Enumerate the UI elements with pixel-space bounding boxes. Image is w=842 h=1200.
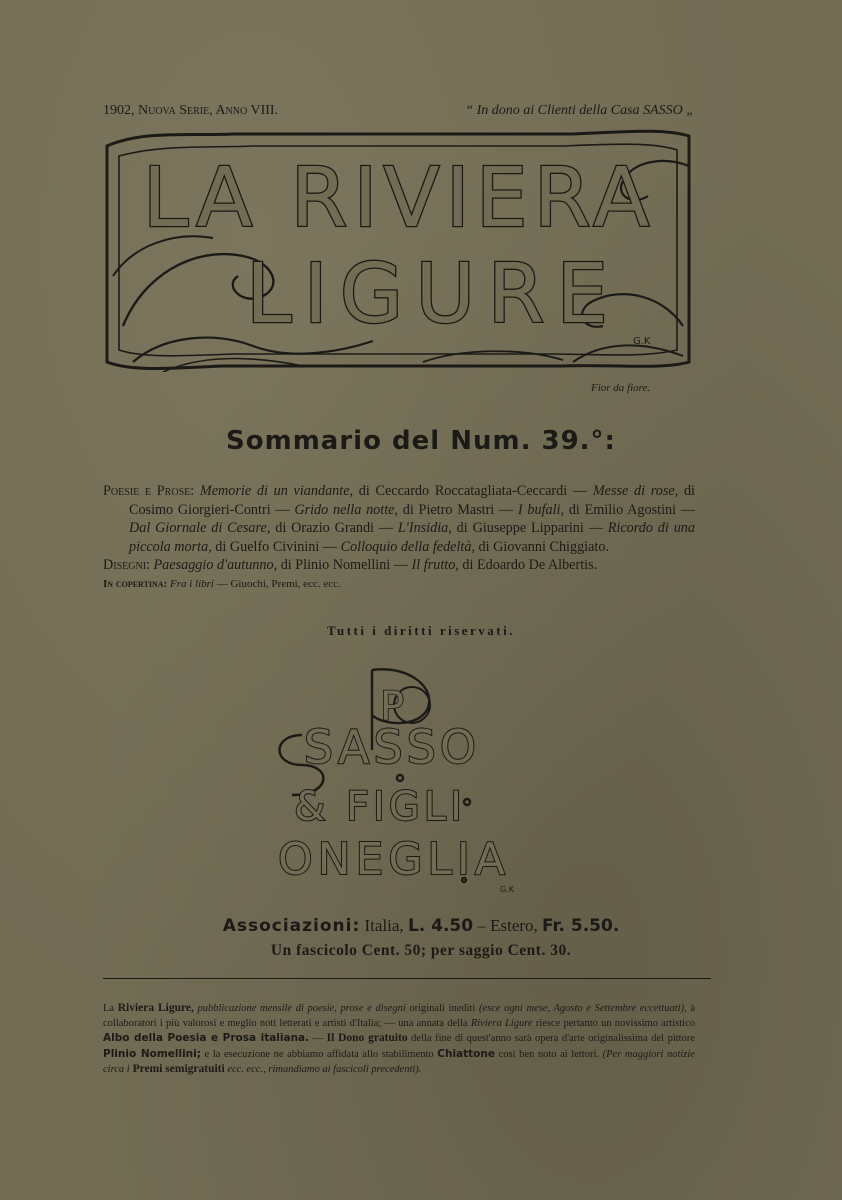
footer-run: Il Dono gratuito — [326, 1032, 408, 1045]
footer-run: Riviera Ligure, — [117, 1002, 194, 1014]
footer-run: e la esecuzione ne abbiamo affidata allo stabilimento — [200, 1048, 438, 1060]
prose-item: , di Emilio Agostini — — [560, 501, 695, 518]
cover-label: In copertina: — [103, 577, 168, 590]
summary-contents — [103, 482, 695, 593]
prose-entry — [103, 482, 695, 556]
prose-item: I bufali — [517, 501, 561, 518]
prose-item: , di Guelfo Civinini — — [208, 538, 341, 555]
footer-text — [103, 1001, 695, 1078]
prose-item: , di Ceccardo Roccatagliata-Ceccardi — — [349, 483, 593, 499]
prose-item: L'Insidia — [397, 520, 449, 536]
footer-run: (Per maggiori notizie circa i — [103, 1048, 695, 1076]
masthead-title-line1: LA RIVIERA — [142, 151, 656, 246]
prose-item: Grido nella notte — [294, 501, 395, 518]
footer-run: — — [309, 1033, 327, 1045]
issue-price: Un fascicolo Cent. 50; per saggio Cent. 30. — [270, 942, 572, 959]
drawings-label: Disegni: — [103, 557, 150, 573]
footer-run: pubblicazione mensile di poesie, prose e disegni — [193, 1003, 406, 1014]
issue-year: 1902, — [103, 103, 138, 118]
prose-item: , di Giuseppe Lipparini — — [448, 520, 608, 536]
footer-run: Premi semigratuiti — [129, 1063, 225, 1076]
italy-price: L. 4.50 — [407, 916, 474, 936]
footer-run: Plinio Nomellini; — [103, 1047, 201, 1060]
masthead-monogram: G.K — [633, 336, 651, 347]
italy-label: Italia, — [360, 916, 408, 935]
drawings-entry — [103, 556, 695, 575]
footer-run: (esce ogni mese, Agosto e Settembre eccettuati), — [479, 1003, 687, 1014]
prose-item: Dal Giornale di Cesare — [129, 520, 267, 536]
drawing-item: Il frutto — [411, 557, 456, 573]
logo-sasso: SASSO — [303, 720, 481, 774]
subscription-prices — [0, 916, 842, 936]
masthead-caption: Fior da fiore. — [591, 382, 651, 394]
sasso-logo — [252, 660, 542, 900]
subscription-label: Associazioni: — [222, 916, 361, 936]
footer-run: riesce pertanto un novissimo artistico — [532, 1017, 695, 1029]
cover-item: — Giuochi, Premi, ecc. ecc. — [213, 577, 341, 590]
footer-notice — [103, 1001, 695, 1078]
footer-run: così ben noto ai lettori. — [494, 1048, 603, 1060]
cover-item: Fra i libri — [169, 577, 214, 590]
header-line — [103, 103, 694, 119]
abroad-label: – Estero, — [473, 916, 543, 935]
divider — [103, 978, 711, 979]
prose-label: Poesie e Prose: — [103, 483, 195, 499]
masthead-title-line2: LIGURE — [245, 247, 621, 342]
issue-series: Nuova Serie, Anno VIII. — [138, 103, 279, 118]
masthead-logo — [103, 126, 695, 372]
prose-item: , di Orazio Grandi — — [266, 520, 398, 536]
cover-entry — [103, 575, 695, 594]
drawing-item: , di Edoardo De Albertis. — [455, 557, 598, 573]
prose-item: Memorie di un viandante — [199, 483, 350, 499]
prose-item: , di Giovanni Chiggiato. — [471, 538, 609, 555]
abroad-price: Fr. 5.50. — [542, 916, 620, 936]
prose-item: Ricordo di una piccola morta — [129, 520, 695, 555]
logo-oneglia: ONEGLIA — [277, 834, 511, 885]
footer-run: originali inediti — [405, 1003, 479, 1014]
footer-run: Riviera Ligure — [470, 1017, 533, 1029]
issue-info — [103, 103, 278, 119]
prose-item: Colloquio della fedeltà — [340, 538, 472, 555]
prose-item: , di Pietro Mastri — — [394, 501, 518, 518]
footer-run: della fine di quest'anno sarà opera d'arte originalissima del pittore — [407, 1033, 695, 1045]
rights-notice: Tutti i diritti riservati. — [326, 623, 515, 638]
footer-run: à collaboratori i più valorosi e meglio noti letterati e artisti d'Italia; — una annata della — [103, 1003, 695, 1029]
footer-run: La — [103, 1003, 118, 1014]
footer-run: Chiattone — [437, 1047, 495, 1060]
prose-list — [129, 483, 695, 555]
drawings-list — [154, 557, 598, 573]
summary-title: Sommario del Num. 39.°: — [226, 426, 616, 456]
drawing-item: , di Plinio Nomellini — — [273, 557, 412, 573]
logo-letter-p: P — [379, 684, 405, 730]
prose-item: , di Cosimo Giorgieri-Contri — — [129, 483, 695, 518]
footer-run: ecc. ecc., rimandiamo ai fascicoli precedenti). — [224, 1064, 422, 1076]
footer-run: Albo della Poesia e Prosa italiana. — [103, 1032, 310, 1045]
logo-figli: & FIGLI — [294, 784, 466, 830]
drawing-item: Paesaggio d'autunno — [153, 557, 274, 573]
gift-note: “ In dono ai Clienti della Casa SASSO „ — [465, 103, 694, 118]
logo-monogram: G.K — [500, 885, 514, 894]
cover-list — [170, 578, 341, 590]
prose-item: Messe di rose — [592, 483, 675, 499]
